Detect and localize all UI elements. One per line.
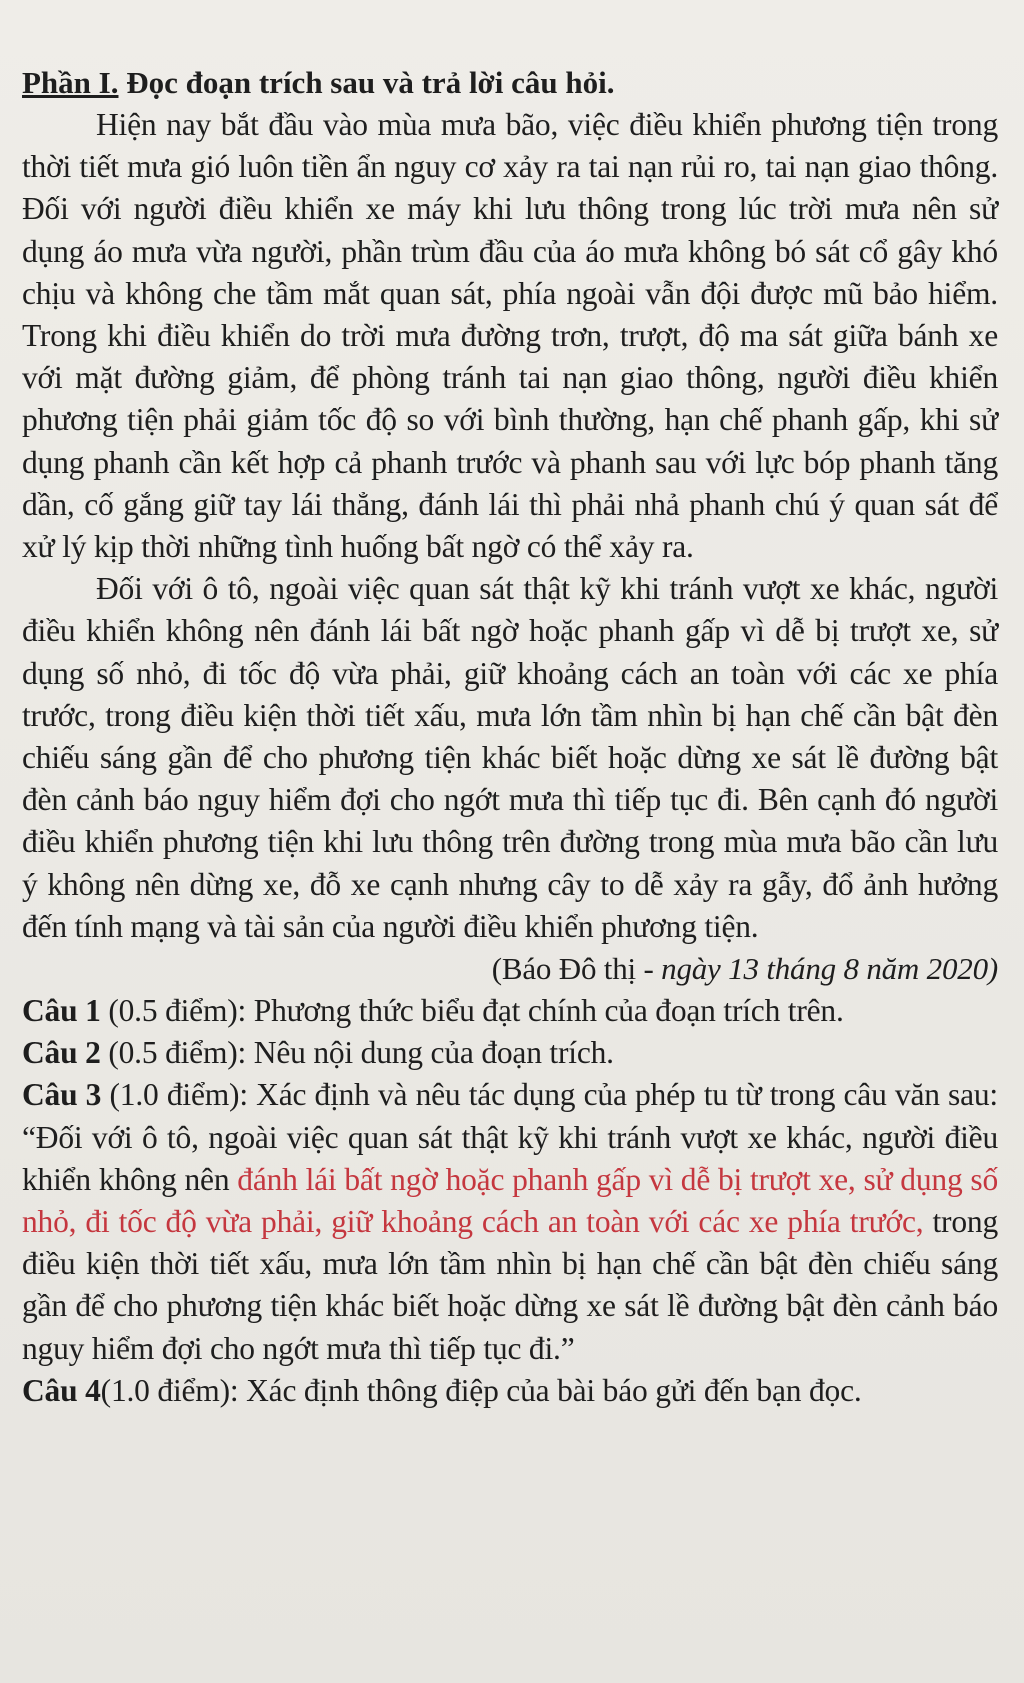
- section-number: Phần I.: [22, 65, 119, 100]
- question-2: [22, 1032, 998, 1074]
- passage-paragraph-1: Hiện nay bắt đầu vào mùa mưa bão, việc điều khiển phương tiện trong thời tiết mưa gió luôn tiền ẩn nguy cơ xảy ra tai nạn rủi ro, tai nạn giao thông. Đối với người điều khiển xe máy khi lưu thông trong lúc trời mưa nên sử dụng áo mưa vừa người, phần trùm đầu của áo mưa không bó sát cổ gây khó chịu và không che tầm mắt quan sát, phía ngoài vẫn đội được mũ bảo hiểm. Trong khi điều khiển do trời mưa đường trơn, trượt, độ ma sát giữa bánh xe với mặt đường giảm, để phòng tránh tai nạn giao thông, người điều khiển phương tiện phải giảm tốc độ so với bình thường, hạn chế phanh gấp, khi sử dụng phanh cần kết hợp cả phanh trước và phanh sau với lực bóp phanh tăng dần, cố gắng giữ tay lái thẳng, đánh lái thì phải nhả phanh chú ý quan sát để xử lý kịp thời những tình huống bất ngờ có thể xảy ra.: [22, 107, 998, 565]
- source-date: ngày 13 tháng 8 năm 2020): [661, 951, 998, 987]
- passage-paragraph-2: Đối với ô tô, ngoài việc quan sát thật kỹ khi tránh vượt xe khác, người điều khiển không nên đánh lái bất ngờ hoặc phanh gấp vì dễ bị trượt xe, sử dụng số nhỏ, đi tốc độ vừa phải, giữ khoảng cách an toàn với các xe phía trước, trong điều kiện thời tiết xấu, mưa lớn tầm nhìn bị hạn chế cần bật đèn chiếu sáng gần để cho phương tiện khác biết hoặc dừng xe sát lề đường bật đèn cảnh báo nguy hiểm đợi cho ngớt mưa thì tiếp tục đi. Bên cạnh đó người điều khiển phương tiện khi lưu thông trên đường trong mùa mưa bão cần lưu ý không nên dừng xe, đỗ xe cạnh nhưng cây to dễ xảy ra gẫy, đổ ảnh hưởng đến tính mạng và tài sản của người điều khiển phương tiện.: [22, 571, 998, 944]
- question-1-label: Câu 1: [22, 993, 101, 1029]
- question-3-text-end: trong điều kiện thời tiết xấu, mưa lớn tầm nhìn bị hạn chế cần bật đèn chiếu sáng gần để cho phương tiện khác biết hoặc dừng xe sát lề đường bật đèn cảnh báo nguy hiểm đợi cho ngớt mưa thì tiếp tục đi.”: [22, 1204, 998, 1366]
- question-3-text: Xác định và nêu tác dụng của phép tu từ trong câu văn sau: “Đối với ô tô, ngoài việc quan sát thật kỹ khi tránh vượt xe khác, người điều khiển không nên: [22, 1077, 998, 1197]
- question-1-text: Phương thức biểu đạt chính của đoạn trích trên.: [253, 993, 844, 1029]
- question-2-text: Nêu nội dung của đoạn trích.: [253, 1035, 614, 1071]
- question-3: [22, 1074, 998, 1369]
- question-1-points: (0.5 điểm):: [100, 993, 254, 1029]
- question-3-label: Câu 3: [22, 1077, 102, 1113]
- question-2-label: Câu 2: [22, 1035, 101, 1071]
- question-4-points: (1.0 điểm):: [100, 1372, 247, 1408]
- question-4: [22, 1370, 998, 1412]
- source-name: (Báo Đô thị -: [491, 951, 662, 987]
- question-3-highlighted-text: đánh lái bất ngờ hoặc phanh gấp vì dễ bị trượt xe, sử dụng số nhỏ, đi tốc độ vừa phải, giữ khoảng cách an toàn với các xe phía trước,: [22, 1161, 998, 1240]
- source-citation: [22, 948, 998, 990]
- question-3-points: (1.0 điểm):: [101, 1077, 257, 1113]
- section-instruction: Đọc đoạn trích sau và trả lời câu hỏi.: [118, 65, 615, 100]
- question-2-points: (0.5 điểm):: [100, 1035, 254, 1071]
- section-heading: [22, 62, 998, 104]
- question-4-text: Xác định thông điệp của bài báo gửi đến bạn đọc.: [246, 1372, 862, 1408]
- question-4-label: Câu 4: [22, 1372, 101, 1408]
- question-1: [22, 990, 998, 1032]
